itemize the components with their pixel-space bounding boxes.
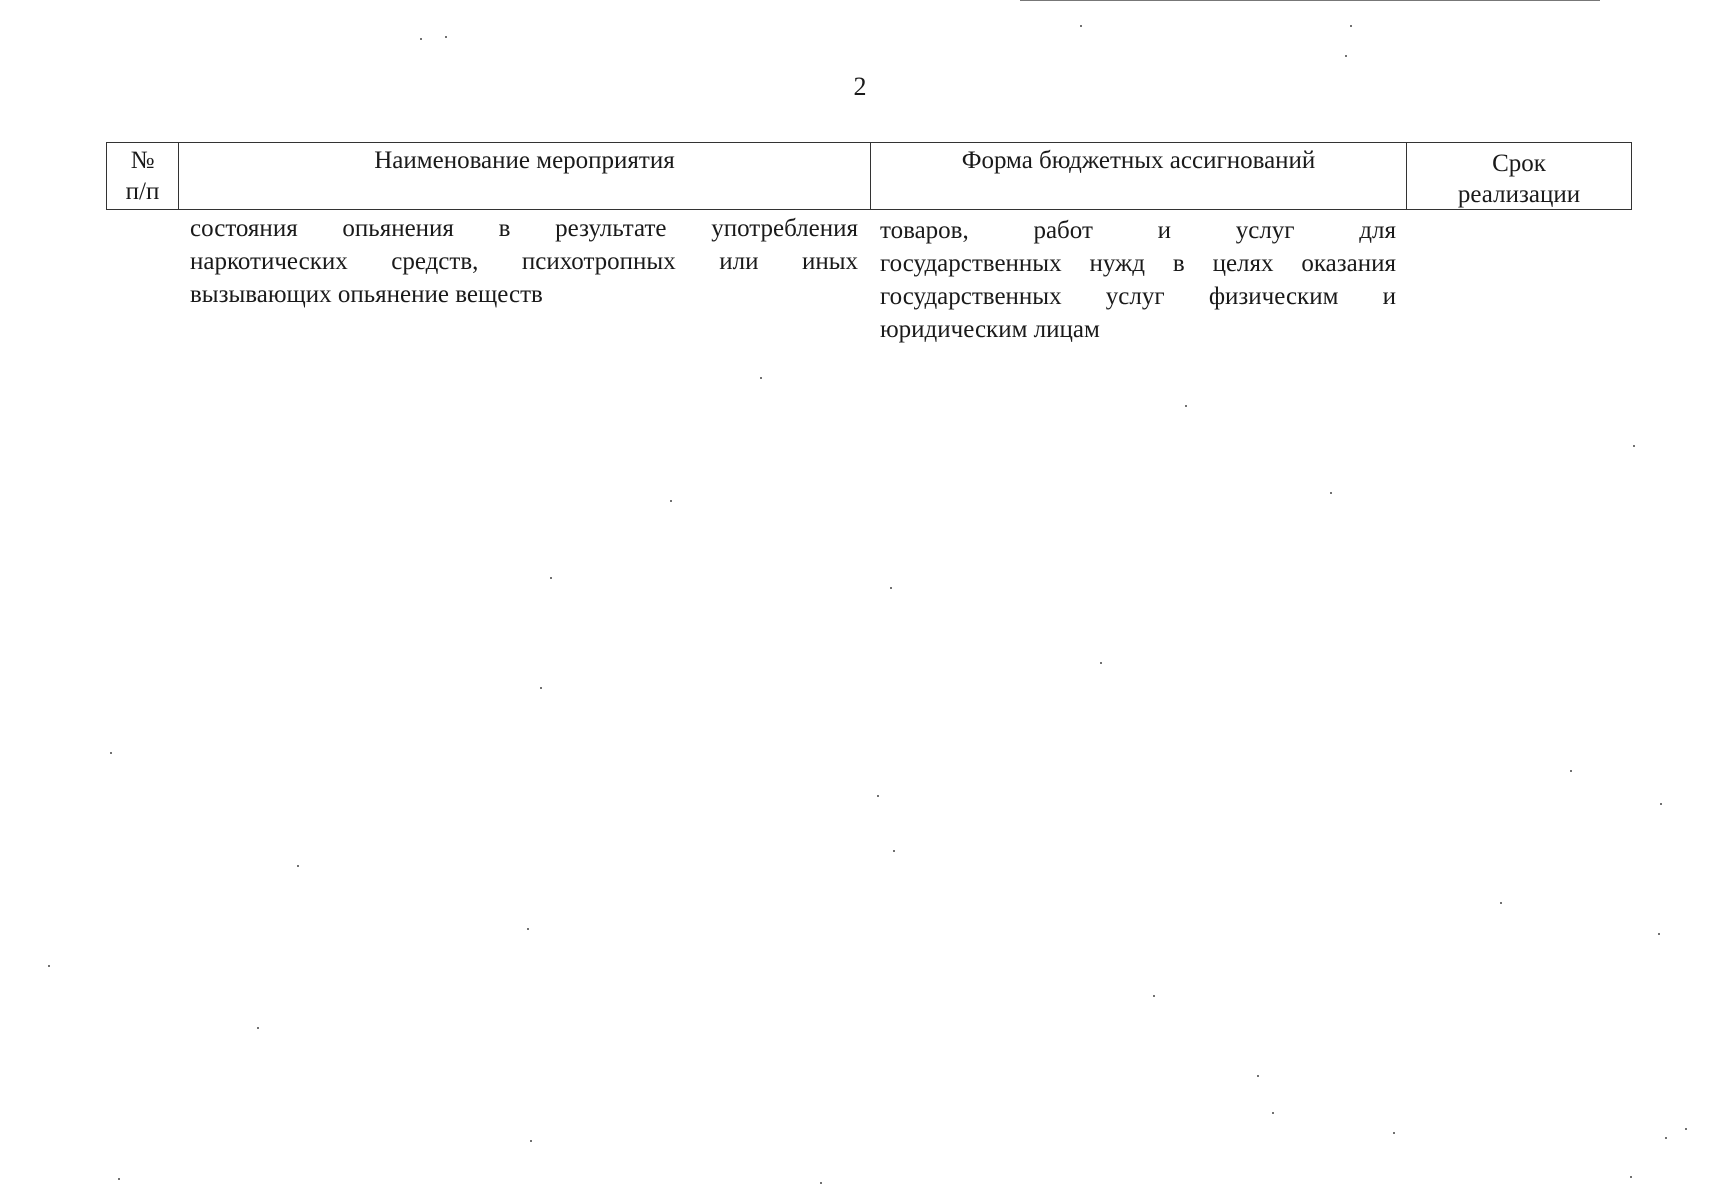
header-term-line1: Срок: [1492, 150, 1546, 177]
scan-speck: [893, 850, 895, 852]
scan-speck: [670, 500, 672, 502]
scan-speck: [527, 928, 529, 930]
scan-speck: [1272, 1112, 1274, 1114]
scan-speck: [1257, 1075, 1259, 1077]
scan-speck: [820, 1182, 822, 1184]
scan-speck: [445, 36, 447, 38]
scan-speck: [1350, 25, 1352, 27]
scan-speck: [1630, 1176, 1632, 1178]
header-number-cell: [107, 143, 179, 209]
header-form-cell: Форма бюджетных ассигнований: [871, 143, 1407, 209]
table-header: [106, 142, 1632, 210]
scan-speck: [890, 587, 892, 589]
scan-speck: [1100, 662, 1102, 664]
scan-speck: [1153, 995, 1155, 997]
scan-speck: [1660, 803, 1662, 805]
header-term-line2: реализации: [1457, 181, 1581, 208]
scan-speck: [48, 965, 50, 967]
row-name-line: наркотических средств, психотропных или иных: [190, 248, 858, 275]
header-term-cell: [1407, 143, 1631, 209]
row-form-line: государственных нужд в целях оказания: [880, 250, 1396, 277]
scan-speck: [297, 865, 299, 867]
scan-edge-line: [1020, 0, 1600, 1]
scan-speck: [760, 377, 762, 379]
header-name-cell: Наименование мероприятия: [179, 143, 871, 209]
scan-speck: [1665, 1137, 1667, 1139]
scan-speck: [540, 687, 542, 689]
scan-speck: [1330, 492, 1332, 494]
scan-speck: [118, 1178, 120, 1180]
scan-speck: [1633, 445, 1635, 447]
scan-speck: [1685, 1128, 1687, 1130]
scan-speck: [1393, 1132, 1395, 1134]
row-form-line: товаров, работ и услуг для: [880, 217, 1396, 244]
scan-speck: [550, 577, 552, 579]
scan-speck: [1570, 770, 1572, 772]
scan-speck: [420, 38, 422, 40]
scan-speck: [1500, 902, 1502, 904]
scan-speck: [1080, 25, 1082, 27]
scan-speck: [530, 1140, 532, 1142]
scan-speck: [877, 795, 879, 797]
scan-speck: [1345, 55, 1347, 57]
scan-speck: [1658, 933, 1660, 935]
row-name-line: состояния опьянения в результате употребления: [190, 215, 858, 242]
scan-speck: [257, 1027, 259, 1029]
row-form-line: юридическим лицам: [880, 316, 1100, 343]
row-name-text: [190, 212, 858, 311]
header-number-symbol: №: [130, 147, 155, 174]
page-number: 2: [853, 72, 867, 101]
row-form-line: государственных услуг физическим и: [880, 283, 1396, 310]
header-number-abbr: п/п: [125, 178, 160, 205]
scan-speck: [110, 752, 112, 754]
row-name-line: вызывающих опьянение веществ: [190, 281, 543, 308]
row-form-text: [880, 214, 1396, 346]
scan-speck: [1185, 405, 1187, 407]
